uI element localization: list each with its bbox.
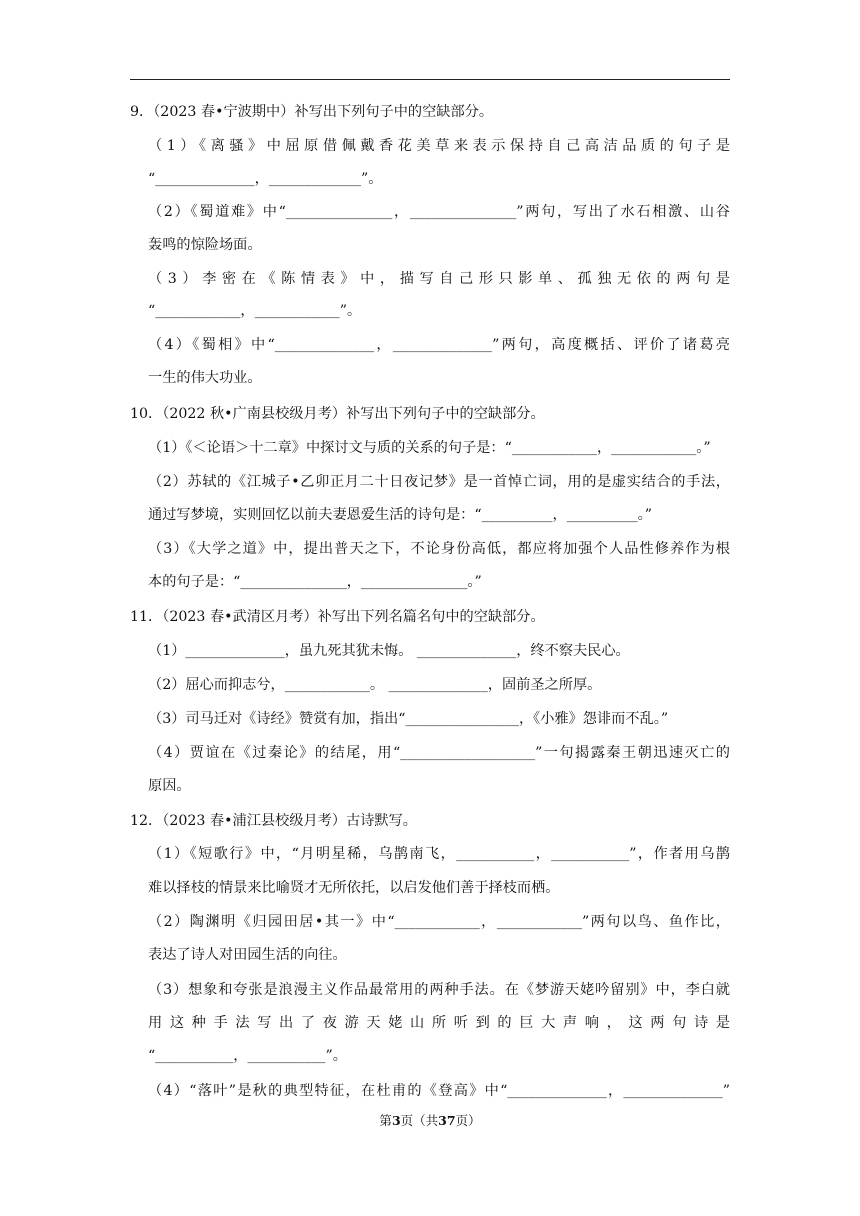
- text-line: 本的句子是：“_______________，_______________。”: [148, 574, 482, 590]
- text-line: 轰鸣的惊险场面。: [148, 237, 262, 253]
- text-line: （1）______________，虽九死其犹未悔。 ______________，终不察夫民心。: [148, 643, 630, 659]
- text-line: 表达了诗人对田园生活的向往。: [148, 947, 347, 963]
- text-line: （2）屈心而抑志兮，____________。 ______________，固前圣之所厚。: [148, 677, 602, 693]
- footer-total-pages: 37: [438, 1113, 456, 1128]
- text-line: （3）想象和夸张是浪漫主义作品最常用的两种手法。在《梦游天姥吟留别》中，李白就: [148, 982, 730, 998]
- text-line: （1）《＜论语＞十二章》中探讨文与质的关系的句子是：“____________，____________。”: [148, 440, 711, 456]
- page-footer: [0, 1111, 860, 1129]
- text-line: 原因。: [148, 778, 191, 794]
- text-line: （1）《离骚》中屈原借佩戴香花美草来表示保持自己高洁品质的句子是: [148, 138, 730, 154]
- text-line: （4）《蜀相》中“______________，______________”两句，高度概括、评价了诸葛亮: [148, 337, 730, 353]
- text-line: （2）陶渊明《归园田居•其一》中“____________，____________”两句以鸟、鱼作比，: [148, 914, 730, 930]
- text-line: （1）《短歌行》中，“月明星稀，乌鹊南飞，___________，___________”，作者用乌鹊: [148, 846, 730, 862]
- question-heading: 10．（2022 秋•广南县校级月考）补写出下列句子中的空缺部分。: [130, 406, 545, 422]
- text-line: “______________，_____________”。: [148, 171, 383, 187]
- question-heading: 9．（2023 春•宁波期中）补写出下列句子中的空缺部分。: [130, 104, 494, 120]
- footer-suffix: 页）: [455, 1113, 481, 1128]
- text-line: 用这种手法写出了夜游天姥山所听到的巨大声响，这两句诗是: [148, 1015, 730, 1031]
- text-line: （2）苏轼的《江城子•乙卯正月二十日夜记梦》是一首悼亡词，用的是虚实结合的手法，: [148, 474, 730, 490]
- text-line: （4）“落叶”是秋的典型特征，在杜甫的《登高》中“______________，______________”: [148, 1083, 730, 1099]
- question-heading: 12．（2023 春•浦江县校级月考）古诗默写。: [130, 813, 417, 829]
- text-line: 难以择枝的情景来比喻贤才无所依托，以启发他们善于择枝而栖。: [148, 880, 560, 896]
- text-line: （4）贾谊在《过秦论》的结尾，用“___________________”一句揭露秦王朝迅速灭亡的: [148, 745, 730, 761]
- footer-mid: 页（共: [400, 1113, 439, 1128]
- text-line: 通过写梦境，实则回忆以前夫妻恩爱生活的诗句是：“__________，__________。”: [148, 507, 652, 523]
- text-line: （2）《蜀道难》中“_______________，_______________”两句，写出了水石相激、山谷: [148, 204, 730, 220]
- text-line: “___________，___________”。: [148, 1048, 347, 1064]
- text-line: 一生的伟大功业。: [148, 370, 262, 386]
- header-rule: [130, 79, 730, 80]
- footer-page-number: 3: [391, 1113, 401, 1128]
- question-heading: 11．（2023 春•武清区月考）补写出下列名篇名句中的空缺部分。: [130, 609, 545, 625]
- text-line: （3）《大学之道》中，提出普天之下，不论身份高低，都应将加强个人品性修养作为根: [148, 541, 730, 557]
- text-line: （3）司马迁对《诗经》赞赏有加，指出“________________，《小雅》怨诽而不乱。”: [148, 711, 669, 727]
- text-line: （3）李密在《陈情表》中，描写自己形只影单、孤独无依的两句是: [148, 271, 730, 287]
- footer-prefix: 第: [379, 1113, 392, 1128]
- text-line: “____________，____________”。: [148, 303, 362, 319]
